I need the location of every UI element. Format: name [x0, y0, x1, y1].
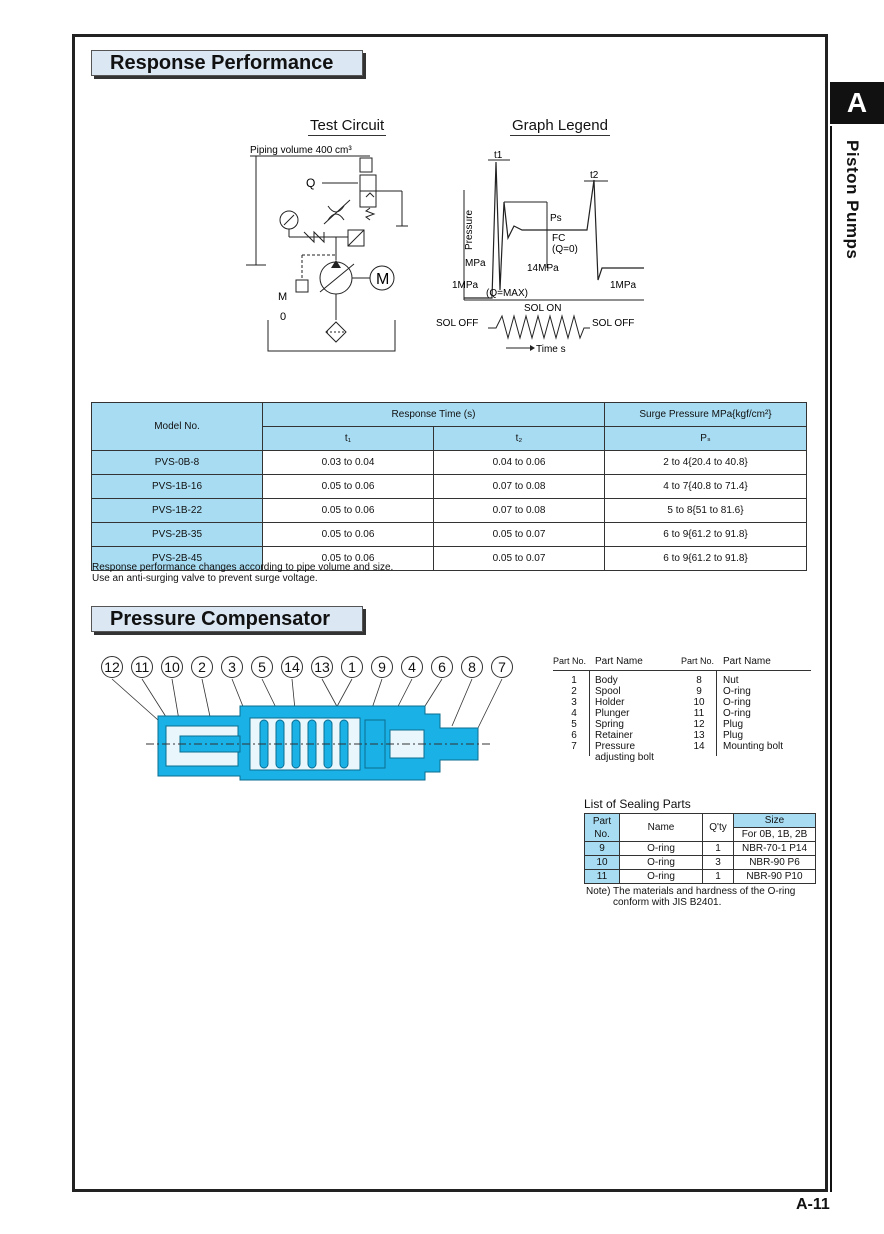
response-note-1: Response performance changes according to pipe volume and size. [92, 562, 394, 573]
model-cell: PVS-1B-22 [92, 499, 263, 523]
qmax-label: (Q=MAX) [486, 288, 528, 299]
callout: 8 [461, 656, 483, 678]
ps-label: Ps [550, 213, 562, 224]
part-no: 7 [571, 741, 577, 752]
table-row [585, 856, 816, 870]
t1-cell: 0.05 to 0.06 [263, 499, 434, 523]
t2-label: t2 [590, 170, 599, 181]
ps-header: Pₛ [605, 427, 807, 451]
model-cell: PVS-2B-45 [92, 547, 263, 571]
seal-name-cell: O-ring [620, 856, 703, 870]
seal-qty-cell: 1 [703, 870, 734, 884]
section-title-compensator: Pressure Compensator [91, 606, 363, 632]
table-row [92, 499, 807, 523]
parts-header-name-1: Part Name [595, 656, 643, 667]
ps-cell: 6 to 9{61.2 to 91.8} [605, 547, 807, 571]
part-no: 5 [571, 719, 577, 730]
t2-cell: 0.05 to 0.07 [434, 523, 605, 547]
graph-legend-diagram [432, 140, 652, 360]
page-number: A-11 [796, 1196, 830, 1213]
seal-qty-cell: 1 [703, 842, 734, 856]
surge-header: Surge Pressure MPa{kgf/cm²} [605, 403, 807, 427]
part-name: O-ring [723, 708, 751, 719]
callout: 5 [251, 656, 273, 678]
callout: 6 [431, 656, 453, 678]
response-time-header: Response Time (s) [263, 403, 605, 427]
seal-no-cell: 11 [585, 870, 620, 884]
parts-header-name-2: Part Name [723, 656, 771, 667]
fourteen-mpa-label: 14MPa [527, 263, 559, 274]
part-no: 8 [696, 675, 702, 686]
part-no: 9 [696, 686, 702, 697]
sol-on-label: SOL ON [524, 303, 562, 314]
t1-cell: 0.05 to 0.06 [263, 475, 434, 499]
seal-size-cell: NBR-70-1 P14 [734, 842, 816, 856]
compensator-cross-section [100, 676, 520, 786]
sol-off-right-label: SOL OFF [592, 318, 635, 329]
seal-size-sub-header: For 0B, 1B, 2B [734, 828, 816, 842]
part-no: 12 [693, 719, 705, 730]
callout: 10 [161, 656, 183, 678]
section-title-response: Response Performance [91, 50, 363, 76]
part-name: Retainer [595, 730, 633, 741]
part-name: Holder [595, 697, 625, 708]
t2-cell: 0.05 to 0.07 [434, 547, 605, 571]
part-no: 3 [571, 697, 577, 708]
mpa-label: MPa [465, 258, 486, 269]
part-name: Pressure [595, 741, 636, 752]
q-label: Q [306, 176, 316, 190]
part-name: O-ring [723, 697, 751, 708]
part-name: O-ring [723, 686, 751, 697]
part-name: Body [595, 675, 618, 686]
seal-name-cell: O-ring [620, 870, 703, 884]
t1-cell: 0.03 to 0.04 [263, 451, 434, 475]
parts-header-no-1: Part No. [553, 656, 587, 666]
part-name: Spring [595, 719, 624, 730]
seal-qty-header: Q'ty [703, 814, 734, 842]
part-no: 2 [571, 686, 577, 697]
part-no: 1 [571, 675, 577, 686]
seal-part-header-1: Part [592, 815, 612, 827]
part-name: Plunger [595, 708, 630, 719]
sealing-note-1: Note) The materials and hardness of the O-ring [586, 886, 796, 897]
response-table [91, 402, 807, 571]
callout: 12 [101, 656, 123, 678]
model-cell: PVS-0B-8 [92, 451, 263, 475]
part-name: Plug [723, 719, 744, 730]
part-name: adjusting bolt [595, 752, 654, 763]
parts-list [553, 656, 811, 768]
model-cell: PVS-2B-35 [92, 523, 263, 547]
callout: 7 [491, 656, 513, 678]
table-row [585, 842, 816, 856]
part-name: Plug [723, 730, 744, 741]
model-cell: PVS-1B-16 [92, 475, 263, 499]
model-header: Model No. [92, 403, 263, 451]
ps-cell: 6 to 9{61.2 to 91.8} [605, 523, 807, 547]
seal-part-header-2: No. [594, 828, 610, 840]
t2-header: t₂ [434, 427, 605, 451]
t2-cell: 0.07 to 0.08 [434, 499, 605, 523]
ps-cell: 5 to 8{51 to 81.6} [605, 499, 807, 523]
part-no: 10 [693, 697, 705, 708]
part-name: Mounting bolt [723, 741, 784, 752]
sealing-note-2: conform with JIS B2401. [613, 897, 722, 908]
response-note-2: Use an anti-surging valve to prevent surge voltage. [92, 573, 318, 584]
seal-part-header [585, 814, 620, 842]
seal-name-cell: O-ring [620, 842, 703, 856]
part-no: 11 [693, 708, 705, 719]
parts-header-no-2: Part No. [681, 656, 715, 666]
seal-no-cell: 10 [585, 856, 620, 870]
sealing-title: List of Sealing Parts [584, 797, 691, 811]
t2-cell: 0.04 to 0.06 [434, 451, 605, 475]
part-name: Nut [723, 675, 739, 686]
one-mpa-right-label: 1MPa [610, 280, 637, 291]
graph-legend-title: Graph Legend [512, 117, 608, 134]
zero-label: 0 [280, 311, 287, 323]
part-no: 4 [571, 708, 577, 719]
table-row [92, 451, 807, 475]
time-label: Time s [536, 344, 566, 355]
piping-label: Piping volume 400 cm³ [250, 145, 352, 156]
ps-cell: 2 to 4{20.4 to 40.8} [605, 451, 807, 475]
seal-size-cell: NBR-90 P10 [734, 870, 816, 884]
section-tab-letter: A [830, 82, 884, 124]
seal-no-cell: 9 [585, 842, 620, 856]
part-no: 6 [571, 730, 577, 741]
seal-qty-cell: 3 [703, 856, 734, 870]
t1-cell: 0.05 to 0.06 [263, 523, 434, 547]
sealing-table [584, 813, 816, 884]
section-tab-label: Piston Pumps [843, 140, 862, 260]
part-no: 13 [693, 730, 705, 741]
callout: 4 [401, 656, 423, 678]
callout: 2 [191, 656, 213, 678]
callout: 11 [131, 656, 153, 678]
t2-cell: 0.07 to 0.08 [434, 475, 605, 499]
ps-cell: 4 to 7{40.8 to 71.4} [605, 475, 807, 499]
seal-size-cell: NBR-90 P6 [734, 856, 816, 870]
table-row [585, 870, 816, 884]
test-circuit-title: Test Circuit [310, 117, 385, 134]
q0-label: (Q=0) [552, 244, 578, 255]
seal-size-header: Size [734, 814, 816, 828]
callout: 1 [341, 656, 363, 678]
sol-off-left-label: SOL OFF [436, 318, 479, 329]
part-name: Spool [595, 686, 621, 697]
callout: 9 [371, 656, 393, 678]
t1-header: t₁ [263, 427, 434, 451]
m-label: M [278, 291, 288, 303]
one-mpa-left-label: 1MPa [452, 280, 479, 291]
side-divider [830, 126, 832, 1192]
fc-label: FC [552, 233, 566, 244]
t1-label: t1 [494, 150, 503, 161]
callout: 3 [221, 656, 243, 678]
callout: 13 [311, 656, 333, 678]
table-row [92, 523, 807, 547]
part-no: 14 [693, 741, 705, 752]
seal-name-header: Name [620, 814, 703, 842]
pressure-axis-label: Pressure [464, 209, 475, 250]
callout: 14 [281, 656, 303, 678]
t1-cell: 0.05 to 0.06 [263, 547, 434, 571]
table-row [92, 475, 807, 499]
motor-label: M [376, 271, 390, 288]
test-circuit-diagram [240, 140, 420, 355]
